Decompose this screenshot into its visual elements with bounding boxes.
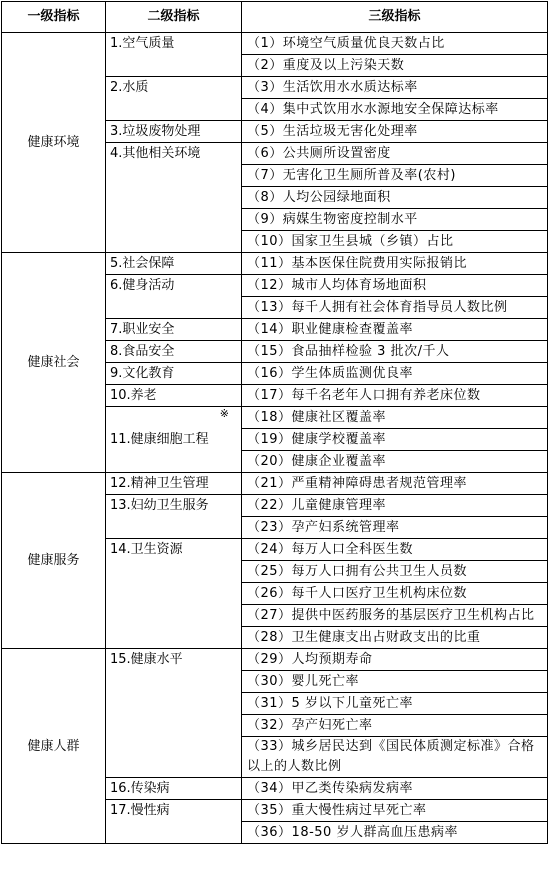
level-2-cell: 16.传染病 [106, 778, 242, 800]
header-row [2, 2, 548, 33]
level-3-cell: （25）每万人口拥有公共卫生人员数 [242, 561, 548, 583]
level-3-cell: （30）婴儿死亡率 [242, 671, 548, 693]
level-3-cell: （14）职业健康检查覆盖率 [242, 319, 548, 341]
header-level-3: 三级指标 [242, 2, 548, 33]
level-1-cell: 健康环境 [2, 33, 106, 253]
level-2-cell: 9.文化教育 [106, 363, 242, 385]
level-3-cell: （5）生活垃圾无害化处理率 [242, 121, 548, 143]
level-2-cell: 1.空气质量 [106, 33, 242, 77]
level-2-cell: 2.水质 [106, 77, 242, 121]
level-3-cell: （24）每万人口全科医生数 [242, 539, 548, 561]
level-3-cell: （19）健康学校覆盖率 [242, 429, 548, 451]
level-2-cell: 12.精神卫生管理 [106, 473, 242, 495]
note-mark: ※ [219, 407, 229, 420]
level-3-cell: （33）城乡居民达到《国民体质测定标准》合格以上的人数比例 [242, 737, 548, 778]
level-3-cell: （7）无害化卫生厕所普及率(农村) [242, 165, 548, 187]
level-2-cell: 17.慢性病 [106, 800, 242, 844]
level-3-cell: （20）健康企业覆盖率 [242, 451, 548, 473]
level-2-label: 11.健康细胞工程 [110, 432, 209, 447]
level-3-cell: （2）重度及以上污染天数 [242, 55, 548, 77]
level-2-cell: 13.妇幼卫生服务 [106, 495, 242, 539]
level-3-cell: （23）孕产妇系统管理率 [242, 517, 548, 539]
level-2-cell: 10.养老 [106, 385, 242, 407]
level-3-cell: （12）城市人均体育场地面积 [242, 275, 548, 297]
level-3-cell: （36）18-50 岁人群高血压患病率 [242, 822, 548, 844]
header-level-2: 二级指标 [106, 2, 242, 33]
level-3-cell: （17）每千名老年人口拥有养老床位数 [242, 385, 548, 407]
level-3-cell: （6）公共厕所设置密度 [242, 143, 548, 165]
level-1-cell: 健康社会 [2, 253, 106, 473]
level-1-cell: 健康服务 [2, 473, 106, 649]
level-2-cell: 4.其他相关环境 [106, 143, 242, 253]
table-row [2, 473, 548, 495]
level-2-cell: 8.食品安全 [106, 341, 242, 363]
level-3-cell: （15）食品抽样检验 3 批次/千人 [242, 341, 548, 363]
level-3-cell: （10）国家卫生县城（乡镇）占比 [242, 231, 548, 253]
level-1-cell: 健康人群 [2, 649, 106, 844]
level-3-cell: （21）严重精神障碍患者规范管理率 [242, 473, 548, 495]
level-3-cell: （9）病媒生物密度控制水平 [242, 209, 548, 231]
level-3-cell: （27）提供中医药服务的基层医疗卫生机构占比 [242, 605, 548, 627]
level-3-cell: （22）儿童健康管理率 [242, 495, 548, 517]
level-3-cell: （28）卫生健康支出占财政支出的比重 [242, 627, 548, 649]
level-2-cell [106, 407, 242, 473]
level-3-cell: （1）环境空气质量优良天数占比 [242, 33, 548, 55]
level-3-cell: （26）每千人口医疗卫生机构床位数 [242, 583, 548, 605]
level-2-cell: 14.卫生资源 [106, 539, 242, 649]
level-3-cell: （31）5 岁以下儿童死亡率 [242, 693, 548, 715]
level-3-cell: （3）生活饮用水水质达标率 [242, 77, 548, 99]
table-row [2, 649, 548, 671]
level-3-cell: （18）健康社区覆盖率 [242, 407, 548, 429]
level-3-cell: （13）每千人拥有社会体育指导员人数比例 [242, 297, 548, 319]
level-3-cell: （34）甲乙类传染病发病率 [242, 778, 548, 800]
level-3-cell: （8）人均公园绿地面积 [242, 187, 548, 209]
level-3-cell: （4）集中式饮用水水源地安全保障达标率 [242, 99, 548, 121]
level-2-cell: 6.健身活动 [106, 275, 242, 319]
indicator-table [1, 1, 548, 844]
header-level-1: 一级指标 [2, 2, 106, 33]
level-3-cell: （29）人均预期寿命 [242, 649, 548, 671]
level-3-cell: （11）基本医保住院费用实际报销比 [242, 253, 548, 275]
level-2-cell: 15.健康水平 [106, 649, 242, 778]
level-2-cell: 7.职业安全 [106, 319, 242, 341]
level-3-cell: （35）重大慢性病过早死亡率 [242, 800, 548, 822]
level-2-cell: 5.社会保障 [106, 253, 242, 275]
level-3-cell: （32）孕产妇死亡率 [242, 715, 548, 737]
level-2-cell: 3.垃圾废物处理 [106, 121, 242, 143]
table-row [2, 33, 548, 55]
table-row [2, 253, 548, 275]
level-3-cell: （16）学生体质监测优良率 [242, 363, 548, 385]
